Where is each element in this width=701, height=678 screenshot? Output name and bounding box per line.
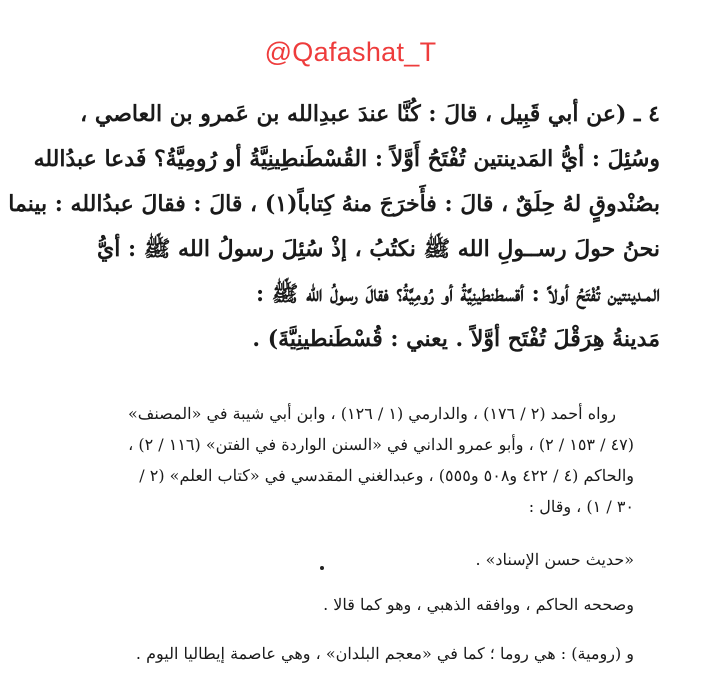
hadith-line: ٤ ـ (عن أبي قَبِيل ، قالَ : كُنَّا عندَ عبدِالله بن عَمرو بن العاصي ،	[80, 101, 660, 127]
hadith-line: وسُئِلَ : أيُّ المَدينتين تُفْتَحُ أَوَّلاً : القُسْطَنطِينِيَّةُ أو رُومِيَّةُ؟ فَدعا عبدُالله	[33, 146, 660, 172]
hadith-line: المـدينتين تُفْتَحُ أولاً : أقسطنطينِيَّةُ أو رُومِيَّةُ؟ فقالَ رسولُ الله ﷺ :	[256, 281, 660, 307]
footnote-line: وصححه الحاكم ، ووافقه الذهبي ، وهو كما قالا .	[323, 595, 634, 614]
footnotes	[48, 398, 634, 669]
hadith-line: نحنُ حولَ رســولِ الله ﷺ نكتُبُ ، إذْ سُئِلَ رسولُ الله ﷺ : أيُّ	[97, 236, 660, 262]
footnote-line: رواه أحمد (٢ / ١٧٦) ، والدارمي (١ / ١٢٦) ، وابن أبي شيبة في «المصنف»	[128, 404, 616, 423]
footnote-quote: «حديث حسن الإسناد» .	[475, 550, 634, 569]
watermark-handle: @Qafashat_T	[264, 37, 437, 67]
hadith-line: مَدينةُ هِرَقْلَ تُفْتَح أوَّلاً . يعني : قُسْطَنطينِيَّةَ) .	[252, 326, 660, 352]
footnote-line: و (رومية) : هي روما ؛ كما في «معجم البلدان» ، وهي عاصمة إيطاليا اليوم .	[135, 644, 634, 663]
ink-dot	[320, 566, 324, 570]
footnote-line: ٣٠ / ١) ، وقال :	[528, 497, 634, 516]
footnote-line: (٤٧ / ١٥٣ / ٢) ، وأبو عمرو الداني في «السنن الواردة في الفتن» (١١٦ / ٢) ،	[128, 435, 634, 454]
footnote-line: والحاكم (٤ / ٤٢٢ و٥٠٨ و٥٥٥) ، وعبدالغني المقدسي في «كتاب العلم» (٢ /	[139, 466, 634, 485]
hadith-line: بصُنْدوقٍ لهُ حِلَقٌ ، قالَ : فأَخرَجَ منهُ كِتاباً(١) ، قالَ : فقالَ عبدُالله : بينما	[8, 191, 660, 217]
hadith-text	[8, 92, 660, 362]
